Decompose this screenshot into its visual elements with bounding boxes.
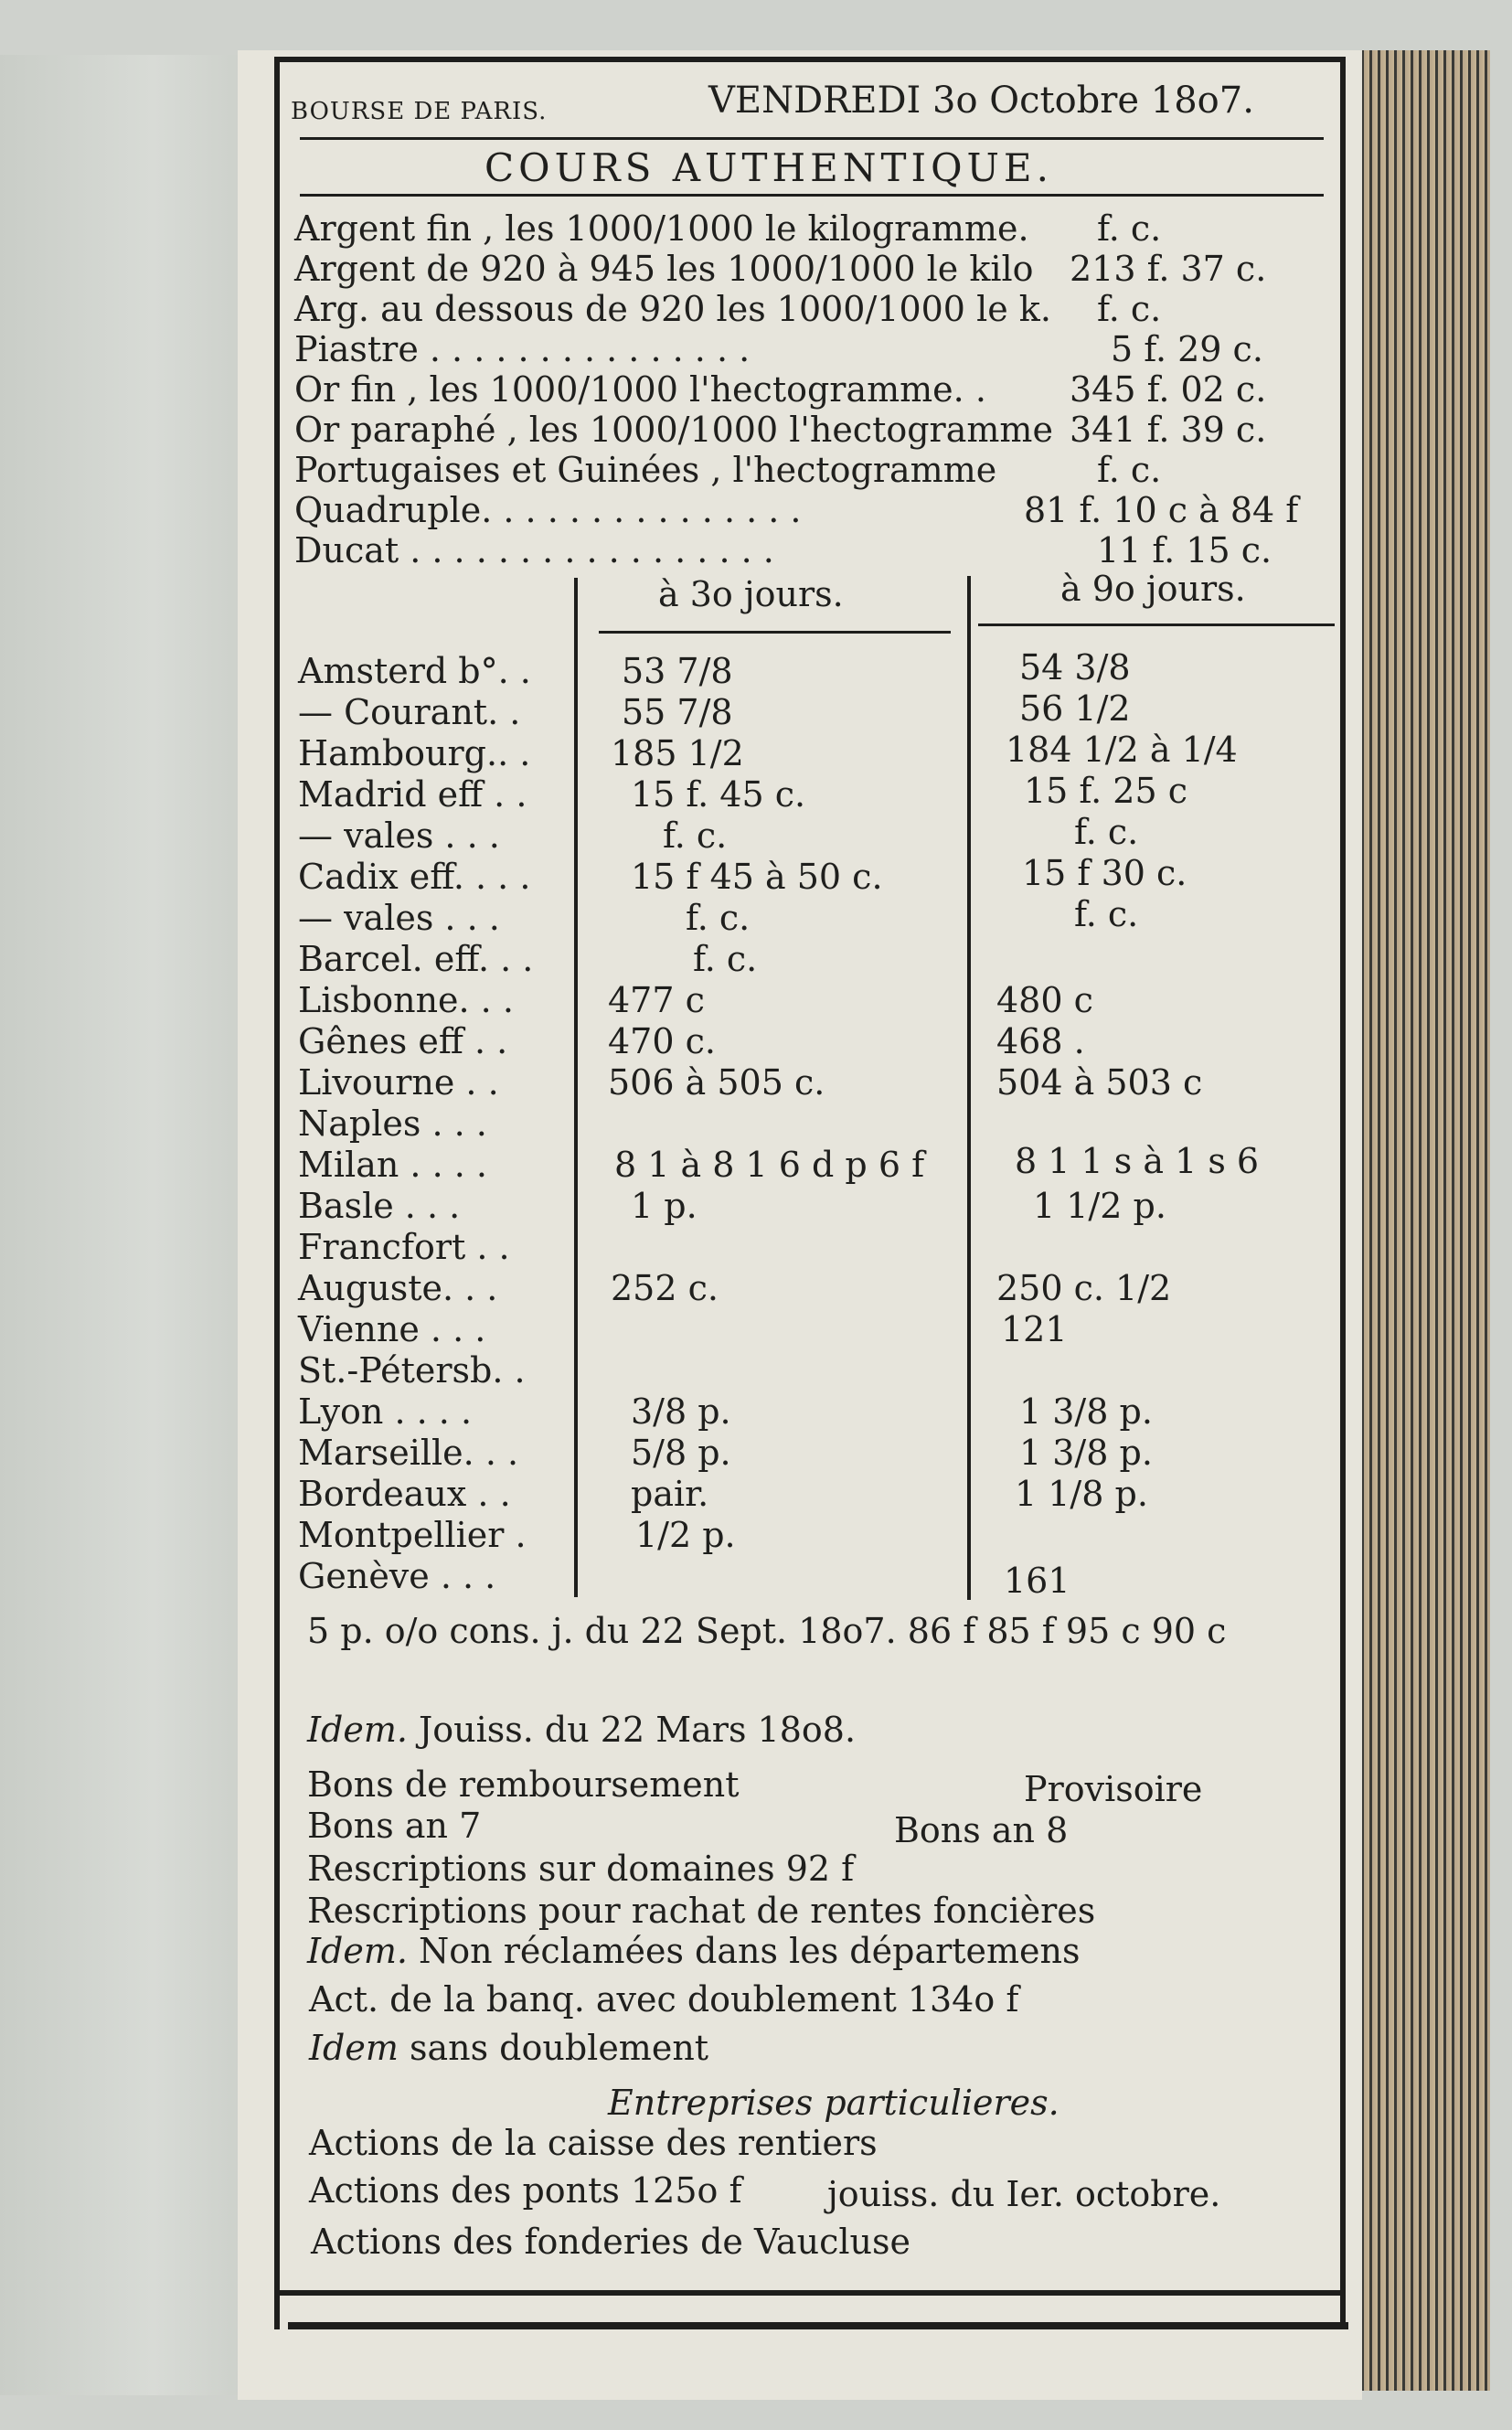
header-source: BOURSE DE PARIS.	[291, 98, 548, 125]
exchange-30: 53 7/8	[622, 651, 733, 691]
non-reclamees-text: Non réclamées dans les départemens	[419, 1931, 1081, 1971]
exchange-place: Lisbonne. . .	[298, 980, 514, 1020]
title-rule	[300, 194, 1324, 197]
actions-ponts: Actions des ponts 125o f	[309, 2170, 742, 2211]
exchange-90: f. c.	[1074, 894, 1139, 934]
exchange-90: f. c.	[1074, 812, 1139, 852]
exchange-30: 506 à 505 c.	[608, 1062, 825, 1103]
metal-value: 341 f. 39 c.	[1070, 410, 1267, 450]
idem-non-reclamees-line	[307, 1931, 1081, 1971]
exchange-place: Lyon . . . .	[298, 1391, 473, 1432]
idem-jouiss-text: Jouiss. du 22 Mars 18o8.	[419, 1710, 857, 1750]
exchange-90: 8 1 1 s à 1 s 6	[1015, 1141, 1260, 1181]
actions-fonderies: Actions des fonderies de Vaucluse	[311, 2222, 910, 2262]
exchange-90: 184 1/2 à 1/4	[1006, 730, 1238, 770]
exchange-30: f. c.	[693, 939, 758, 979]
header-underline	[978, 623, 1335, 626]
exchange-90: 161	[1004, 1561, 1070, 1601]
ponts-jouissance: jouiss. du Ier. octobre.	[827, 2174, 1221, 2214]
exchange-30: 15 f. 45 c.	[631, 774, 806, 815]
facing-page	[0, 55, 256, 2395]
exchange-place: Marseille. . .	[298, 1433, 519, 1473]
idem-italic: Idem.	[307, 1710, 408, 1750]
entreprises-heading: Entreprises particulieres.	[608, 2083, 1059, 2123]
exchange-place: — vales . . .	[298, 815, 500, 856]
exchange-30: 8 1 à 8 1 6 d p 6 f	[614, 1145, 925, 1185]
exchange-place: Madrid eff . .	[298, 774, 527, 815]
exchange-place: St.-Pétersb. .	[298, 1350, 526, 1391]
exchange-30: f. c.	[663, 815, 728, 856]
exchange-30: 3/8 p.	[631, 1391, 731, 1432]
exchange-90: 504 à 503 c	[996, 1062, 1203, 1103]
exchange-place: Cadix eff. . . .	[298, 857, 531, 897]
exchange-place: Hambourg.. .	[298, 733, 531, 773]
page-title: COURS AUTHENTIQUE.	[484, 145, 1053, 190]
metal-label: Argent de 920 à 945 les 1000/1000 le kilo	[294, 249, 1034, 289]
exchange-30: f. c.	[686, 898, 751, 938]
metal-label: Arg. au dessous de 920 les 1000/1000 le k.	[294, 289, 1051, 329]
exchange-90: 1 3/8 p.	[1019, 1433, 1153, 1473]
page-edges	[1353, 50, 1490, 2391]
metal-value: f. c.	[1097, 289, 1162, 329]
metal-value: f. c.	[1097, 208, 1162, 249]
idem-jouiss-line	[307, 1710, 856, 1750]
exchange-30: 55 7/8	[622, 692, 733, 732]
idem-italic: Idem	[309, 2028, 399, 2068]
exchange-30: 15 f 45 à 50 c.	[631, 857, 883, 897]
metal-label: Piastre . . . . . . . . . . . . . . .	[294, 329, 751, 369]
exchange-place: Gênes eff . .	[298, 1021, 508, 1061]
header-rule	[300, 137, 1324, 140]
metal-label: Or fin , les 1000/1000 l'hectogramme. .	[294, 369, 986, 410]
bons-remboursement: Bons de remboursement	[307, 1764, 740, 1805]
sans-doublement-text: sans doublement	[409, 2028, 709, 2068]
exchange-place: Auguste. . .	[298, 1268, 498, 1308]
exchange-30: 477 c	[608, 980, 705, 1020]
header-date: VENDREDI 3o Octobre 18o7.	[708, 80, 1254, 122]
rentes-line: 5 p. o/o cons. j. du 22 Sept. 18o7. 86 f 85 f 95 c 90 c	[307, 1611, 1227, 1651]
exchange-90: 250 c. 1/2	[996, 1268, 1172, 1308]
rescriptions-domaines: Rescriptions sur domaines 92 f	[307, 1849, 855, 1889]
exchange-30: 252 c.	[611, 1268, 719, 1308]
rescriptions-rachat: Rescriptions pour rachat de rentes foncières	[307, 1891, 1096, 1931]
metal-value: 11 f. 15 c.	[1097, 530, 1272, 570]
metal-value: 81 f. 10 c à 84 f	[1024, 490, 1299, 530]
actions-caisse: Actions de la caisse des rentiers	[309, 2123, 878, 2163]
exchange-place: Basle . . .	[298, 1186, 461, 1226]
metal-label: Argent fin , les 1000/1000 le kilogramme.	[294, 208, 1029, 249]
exchange-90: 468 .	[996, 1021, 1085, 1061]
exchange-90: 480 c	[996, 980, 1093, 1020]
exchange-place: Genève . . .	[298, 1556, 496, 1596]
exchange-place: Milan . . . .	[298, 1145, 487, 1185]
exchange-place: Barcel. eff. . .	[298, 939, 534, 979]
exchange-place: — Courant. .	[298, 692, 521, 732]
exchange-90: 15 f. 25 c	[1024, 771, 1188, 811]
actions-banque: Act. de la banq. avec doublement 134o f	[309, 1979, 1019, 2020]
metal-label: Quadruple. . . . . . . . . . . . . . .	[294, 490, 802, 530]
column-header-90: à 9o jours.	[1060, 569, 1246, 609]
header-underline	[599, 631, 951, 634]
exchange-place: Montpellier .	[298, 1515, 527, 1555]
exchange-90: 54 3/8	[1019, 647, 1131, 687]
metal-value: 5 f. 29 c.	[1111, 329, 1263, 369]
exchange-place: Livourne . .	[298, 1062, 499, 1103]
exchange-30: 1 p.	[631, 1186, 697, 1226]
exchange-90: 1 1/2 p.	[1033, 1186, 1166, 1226]
provisoire: Provisoire	[1024, 1769, 1203, 1809]
column-divider	[574, 578, 578, 1597]
exchange-place: Vienne . . .	[298, 1309, 486, 1349]
exchange-place: Bordeaux . .	[298, 1474, 511, 1514]
metal-value: 345 f. 02 c.	[1070, 369, 1267, 410]
exchange-90: 1 3/8 p.	[1019, 1391, 1153, 1432]
bons-an-7: Bons an 7	[307, 1806, 482, 1846]
exchange-30: 1/2 p.	[635, 1515, 736, 1555]
metal-label: Or paraphé , les 1000/1000 l'hectogramme	[294, 410, 1053, 450]
exchange-place: Naples . . .	[298, 1103, 487, 1144]
exchange-30: 5/8 p.	[631, 1433, 731, 1473]
exchange-30: 470 c.	[608, 1021, 716, 1061]
exchange-place: Francfort . .	[298, 1227, 510, 1267]
exchange-90: 15 f 30 c.	[1022, 853, 1187, 893]
idem-italic: Idem.	[307, 1931, 408, 1971]
idem-sans-doublement-line	[309, 2028, 708, 2068]
metal-value: f. c.	[1097, 450, 1162, 490]
frame-bottom-rule	[274, 2290, 1344, 2296]
exchange-30: pair.	[631, 1474, 709, 1514]
exchange-90: 1 1/8 p.	[1015, 1474, 1148, 1514]
exchange-30: 185 1/2	[611, 733, 744, 773]
metal-value: 213 f. 37 c.	[1070, 249, 1267, 289]
column-header-30: à 3o jours.	[658, 574, 844, 614]
exchange-90: 121	[1001, 1309, 1068, 1349]
metal-label: Ducat . . . . . . . . . . . . . . . . .	[294, 530, 774, 570]
bons-an-8: Bons an 8	[894, 1810, 1069, 1850]
exchange-place: — vales . . .	[298, 898, 500, 938]
exchange-90: 56 1/2	[1019, 688, 1131, 729]
frame-bottom-rule-thick	[288, 2322, 1348, 2329]
column-divider	[967, 576, 971, 1600]
exchange-place: Amsterd b°. .	[298, 651, 531, 691]
metal-label: Portugaises et Guinées , l'hectogramme	[294, 450, 997, 490]
